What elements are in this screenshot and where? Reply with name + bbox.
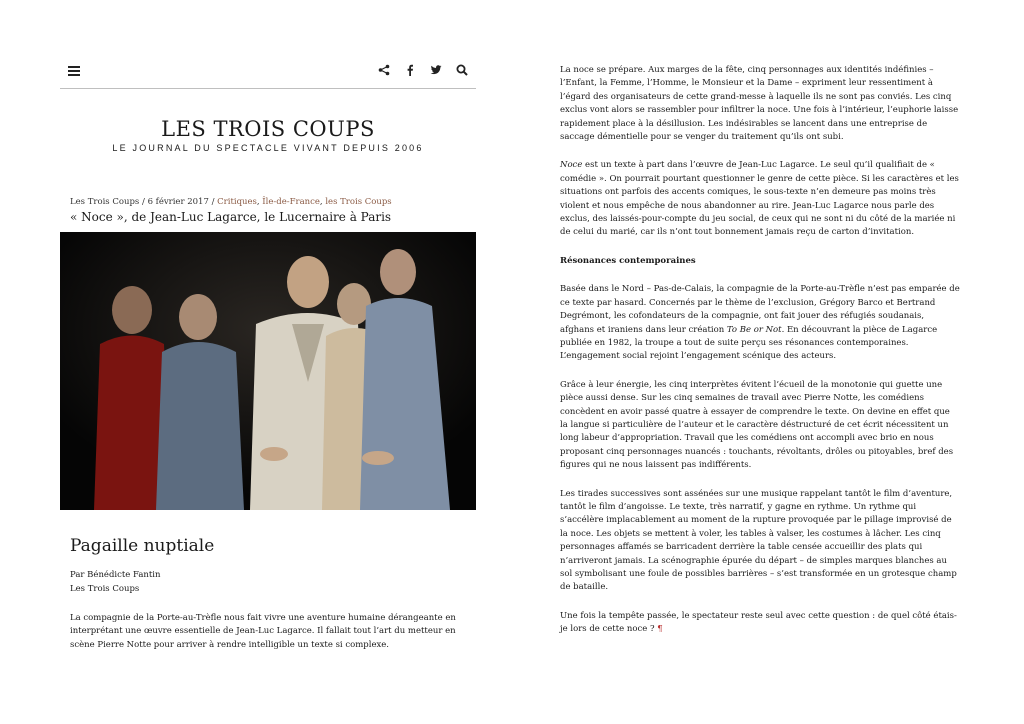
facebook-icon[interactable] <box>404 64 416 76</box>
category-link-critiques[interactable]: Critiques <box>217 197 257 207</box>
breadcrumb <box>70 197 476 207</box>
right-column <box>560 64 960 652</box>
breadcrumb-comma: , <box>319 197 326 207</box>
category-link-ile-de-france[interactable]: Île-de-France <box>262 197 320 207</box>
twitter-icon[interactable] <box>430 64 442 76</box>
paragraph-text: Une fois la tempête passée, le spectateur reste seul avec cette question : de quel côté étais-je lors de cette noce ? <box>560 610 957 635</box>
breadcrumb-source: Les Trois Coups <box>70 197 140 207</box>
top-bar <box>60 58 476 89</box>
end-mark: ¶ <box>657 624 663 635</box>
masthead <box>60 117 476 153</box>
author: Par Bénédicte Fantin <box>70 570 161 580</box>
breadcrumb-date: 6 février 2017 <box>147 197 209 207</box>
menu-icon[interactable] <box>68 66 80 76</box>
section-title: Pagaille nuptiale <box>70 536 215 556</box>
site-title[interactable]: LES TROIS COUPS <box>161 117 375 141</box>
publication: Les Trois Coups <box>70 584 140 594</box>
subheading: Résonances contemporaines <box>560 255 696 266</box>
share-icon[interactable] <box>378 64 390 76</box>
site-tagline: LE JOURNAL DU SPECTACLE VIVANT DEPUIS 2006 <box>112 143 424 153</box>
paragraph-text: Basée dans le Nord – Pas-de-Calais, la compagnie de la Porte-au-Trèfle n’est pas emparée de ce texte par hasard. Concernés par le thème de l’exclusion, Grégory Barco et Bertrand Degrémont, les cofondateurs de la compagnie, ont fait jouer des réfugiés soudanais, afghans et iraniens dans leur création <box>560 284 960 335</box>
social-icons <box>378 64 468 76</box>
left-column <box>60 58 476 652</box>
breadcrumb-comma: , <box>256 197 263 207</box>
intro-paragraph: La compagnie de la Porte-au-Trèfle nous fait vivre une aventure humaine dérangeante en interprétant une œuvre essentielle de Jean-Luc Lagarce. Il fallait tout l’art du metteur en scène Pierre Notte pour arriver à rendre intelligible un texte si complexe. <box>70 613 456 650</box>
search-icon[interactable] <box>456 64 468 76</box>
article-headline: « Noce », de Jean-Luc Lagarce, le Lucernaire à Paris <box>70 210 392 224</box>
body-paragraph <box>560 159 960 239</box>
creation-title: To Be or Not <box>726 324 782 335</box>
body-paragraph: Les tirades successives sont assénées sur une musique rappelant tantôt le film d’aventure, tantôt le film d’angoisse. Le texte, très narratif, y gagne en rythme. Un rythme qui s’accélère implacablement au moment de la rupture provoquée par le pillage improvisé de la noce. Les objets se mettent à voler, les tables à valser, les costumes à lâcher. Les cinq personnages affamés se barricadent derrière la table censée accueillir des plats qui n’arriveront jamais. La scénographie épurée du départ – de simples marques blanches au sol symbolisant une foule de possibles barrières – s’est transformée en un grotesque champ de bataille. <box>560 488 957 593</box>
category-link-les-trois-coups[interactable]: les Trois Coups <box>325 197 392 207</box>
body-paragraph: Grâce à leur énergie, les cinq interprètes évitent l’écueil de la monotonie qui guette une pièce aussi dense. Sur les cinq semaines de travail avec Pierre Notte, les comédiens concèdent en avoir passé quatre à essayer de comprendre le texte. On devine en effet que la langue si particulière de l’auteur et le caractère déstructuré de cet écrit nécessitent un long labeur d’appropriation. Travail que les comédiens ont accompli avec brio en nous proposant cinq personnages nuancés : touchants, révoltants, drôles ou pitoyables, bref des figures qui ne nous laissent pas indifférents. <box>560 379 954 471</box>
breadcrumb-separator: / <box>208 197 218 207</box>
play-title: Noce <box>560 160 583 171</box>
paragraph-text: est un texte à part dans l’œuvre de Jean-Luc Lagarce. Le seul qu’il qualifiait de « comédie ». On pourrait pourtant questionner le genre de cette pièce. Si les caractères et les situations ont parfois des accents comiques, le sous-texte n’en demeure pas moins très violent et nous empêche de nous abandonner au rire. Jean-Luc Lagarce nous parle des exclus, des laissés-pour-compte du jeu social, de ceux qui ne sont ni du côté de la mariée ni de celui du marié, car ils n’ont tout bonnement jamais reçu de carton d’invitation. <box>560 160 959 238</box>
byline <box>70 568 476 596</box>
body-paragraph <box>560 610 960 637</box>
article-photo <box>60 232 476 510</box>
breadcrumb-separator: / <box>139 197 148 207</box>
paragraph-text: . En découvrant la pièce de Lagarce publiée en 1982, la troupe a tout de suite perçu ses résonances contemporaines. L’engagement social rejoint l’engagement scénique des acteurs. <box>560 324 938 362</box>
body-paragraph <box>560 283 960 363</box>
body-paragraph: La noce se prépare. Aux marges de la fête, cinq personnages aux identités indéfinies – l’Enfant, la Femme, l’Homme, le Monsieur et la Dame – expriment leur ressentiment à l’égard des organisateurs de cette grand-messe à laquelle ils ne sont pas conviés. Les cinq exclus vont alors se rassembler pour infiltrer la noce. Une fois à l’intérieur, l’euphorie laisse rapidement place à la désillusion. Les indésirables se lancent dans une entreprise de saccage démentielle pour se venger du traitement qu’ils ont subi. <box>560 65 959 143</box>
